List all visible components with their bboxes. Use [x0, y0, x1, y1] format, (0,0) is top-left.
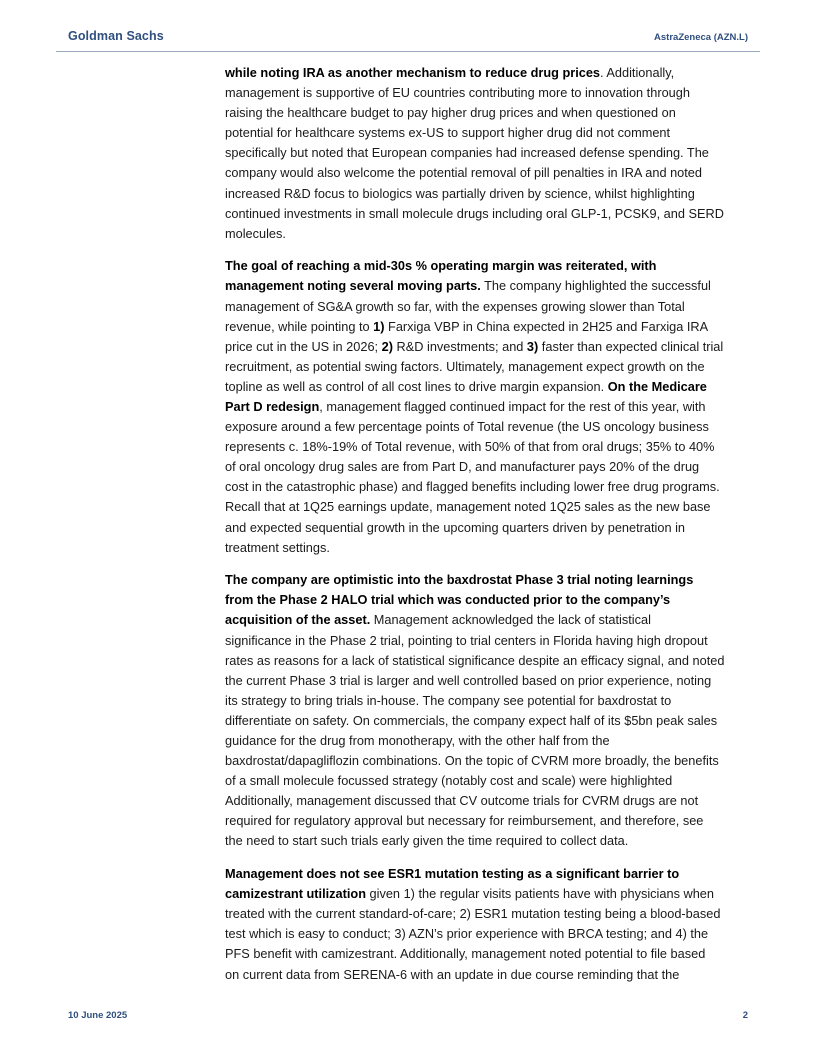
text-line — [225, 590, 755, 610]
text-line — [225, 83, 755, 103]
bold-text: acquisition of the asset. — [225, 612, 371, 628]
body-text: faster than expected clinical trial — [538, 338, 724, 354]
bold-text: The goal of reaching a mid-30s % operating margin was reiterated, with — [225, 258, 657, 274]
text-line — [225, 357, 755, 377]
body-text: management is supportive of EU countries contributing more to innovation through — [225, 85, 690, 101]
text-line — [225, 965, 755, 985]
text-line — [225, 63, 755, 83]
text-line — [225, 297, 755, 317]
body-text: , management flagged continued impact for the rest of this year, with — [319, 399, 706, 414]
report-title: AstraZeneca (AZN.L) — [654, 32, 748, 43]
bold-text: while noting IRA as another mechanism to reduce drug prices — [225, 65, 601, 80]
body-text: on current data from SERENA-6 with an update in due course reminding that the — [225, 966, 680, 982]
text-line — [225, 538, 755, 558]
text-line — [225, 317, 755, 337]
bold-text: 3) — [526, 338, 539, 354]
text-line — [225, 184, 755, 204]
text-line — [225, 791, 755, 811]
text-line — [225, 477, 755, 497]
body-text: treated with the current standard-of-care; 2) ESR1 mutation testing being a blood-based — [225, 906, 721, 922]
text-line — [225, 771, 755, 791]
body-text: Recall that at 1Q25 earnings update, management noted 1Q25 sales as the new base — [225, 499, 711, 515]
body-text: rates as reasons for a lack of statistical significance despite an efficacy signal, and noted — [225, 652, 725, 668]
text-line — [225, 671, 755, 691]
text-line — [225, 610, 755, 630]
text-line — [225, 691, 755, 711]
body-text: potential for healthcare systems ex-US to support higher drug did not comment — [225, 125, 671, 141]
bold-text: 1) — [373, 318, 385, 334]
body-text: the need to start such trials early given the time required to collect data. — [225, 833, 629, 849]
text-line — [225, 731, 755, 751]
text-line — [225, 377, 755, 397]
text-line — [225, 457, 755, 477]
text-line — [225, 437, 755, 457]
body-text: PFS benefit with camizestrant. Additionally, management noted potential to file based — [225, 946, 706, 962]
body-text: specifically but noted that European companies had increased defense spending. The — [225, 145, 709, 161]
body-paragraph — [225, 256, 755, 557]
body-text: increased R&D focus to biologics was partially driven by science, whilst highlighting — [225, 185, 695, 201]
text-line — [225, 631, 755, 651]
text-line — [225, 163, 755, 183]
report-date: 10 June 2025 — [68, 1010, 128, 1021]
body-text: and expected sequential growth in the upcoming quarters driven by penetration in — [225, 519, 686, 535]
text-line — [225, 224, 755, 244]
text-line — [225, 651, 755, 671]
body-text: The company highlighted the successful — [480, 278, 711, 294]
bold-text: Part D redesign — [225, 399, 320, 414]
body-text: given 1) the regular visits patients have with physicians when — [366, 886, 714, 902]
text-line — [225, 924, 755, 944]
bold-text: management noting several moving parts. — [225, 278, 481, 294]
body-text: molecules. — [225, 225, 286, 241]
text-line — [225, 711, 755, 731]
text-line — [225, 397, 755, 417]
body-text: . Additionally, — [600, 65, 675, 80]
bold-text: On the Medicare — [607, 378, 707, 394]
text-line — [225, 103, 755, 123]
text-line — [225, 811, 755, 831]
bold-text: Management does not see ESR1 mutation testing as a significant barrier to — [225, 866, 680, 882]
body-text: exposure around a few percentage points of Total revenue (the US oncology business — [225, 419, 709, 435]
body-text: baxdrostat/dapagliflozin combinations. On the topic of CVRM more broadly, the benefits — [225, 753, 719, 769]
text-line — [225, 570, 755, 590]
text-line — [225, 864, 755, 884]
page-number: 2 — [742, 1010, 748, 1021]
body-text: Additionally, management discussed that CV outcome trials for CVRM drugs are not — [225, 793, 699, 809]
report-body — [225, 63, 755, 997]
body-text: the current Phase 3 trial is larger and well controlled based on prior experience, noting — [225, 672, 712, 688]
body-text: continued investments in small molecule drugs including oral GLP-1, PCSK9, and SERD — [225, 205, 724, 221]
text-line — [225, 904, 755, 924]
body-text: differentiate on safety. On commercials, the company expect half of its $5bn peak sales — [225, 712, 718, 728]
body-text: of a small molecule focussed strategy (notably cost and scale) were highlighted — [225, 773, 673, 789]
body-text: test which is easy to conduct; 3) AZN’s prior experience with BRCA testing; and 4) the — [225, 926, 709, 942]
body-text: recruitment, as potential swing factors. Ultimately, management expect growth on the — [225, 358, 705, 374]
body-text: of oral oncology drug sales are from Part D, and manufacturer pays 20% of the drug — [225, 459, 700, 475]
brand-name: Goldman Sachs — [68, 29, 164, 43]
header-divider — [56, 51, 760, 52]
body-text: Farxiga VBP in China expected in 2H25 and Farxiga IRA — [384, 318, 709, 334]
text-line — [225, 123, 755, 143]
body-text: price cut in the US in 2026; — [225, 338, 382, 354]
body-text: raising the healthcare budget to pay higher drug prices and when questioned on — [225, 105, 676, 121]
body-text: topline as well as control of all cost lines to drive margin expansion. — [225, 378, 608, 394]
body-text: its strategy to bring trials in-house. The company see potential for baxdrostat to — [225, 692, 672, 708]
text-line — [225, 276, 755, 296]
body-text: company would also welcome the potential removal of pill penalties in IRA and noted — [225, 165, 702, 181]
body-text: required for regulatory approval but necessary for reimbursement, and therefore, see — [225, 813, 704, 829]
body-text: revenue, while pointing to — [225, 318, 374, 334]
body-text: R&D investments; and — [392, 338, 527, 354]
text-line — [225, 204, 755, 224]
bold-text: 2) — [381, 338, 393, 354]
body-text: guidance for the drug from monotherapy, with the other half from the — [225, 733, 610, 748]
body-text: treatment settings. — [225, 539, 330, 555]
text-line — [225, 256, 755, 276]
text-line — [225, 518, 755, 538]
text-line — [225, 143, 755, 163]
body-text: significance in the Phase 2 trial, pointing to trial centers in Florida having high dropout — [225, 632, 708, 648]
text-line — [225, 497, 755, 517]
body-text: Management acknowledged the lack of statistical — [370, 612, 651, 628]
text-line — [225, 884, 755, 904]
body-text: cost in the catastrophic phase) and flagged benefits including lower free drug programs. — [225, 479, 720, 495]
text-line — [225, 944, 755, 964]
body-text: management of SG&A growth so far, with the expenses growing slower than Total — [225, 298, 685, 314]
body-text: represents c. 18%-19% of Total revenue, with 50% of that from oral drugs; 35% to 40% — [225, 439, 715, 455]
body-paragraph — [225, 63, 755, 244]
bold-text: from the Phase 2 HALO trial which was conducted prior to the company’s — [225, 592, 671, 608]
bold-text: The company are optimistic into the baxdrostat Phase 3 trial noting learnings — [225, 572, 694, 588]
body-paragraph — [225, 570, 755, 851]
text-line — [225, 417, 755, 437]
text-line — [225, 751, 755, 771]
body-paragraph — [225, 864, 755, 985]
bold-text: camizestrant utilization — [225, 886, 366, 902]
text-line — [225, 831, 755, 851]
text-line — [225, 337, 755, 357]
